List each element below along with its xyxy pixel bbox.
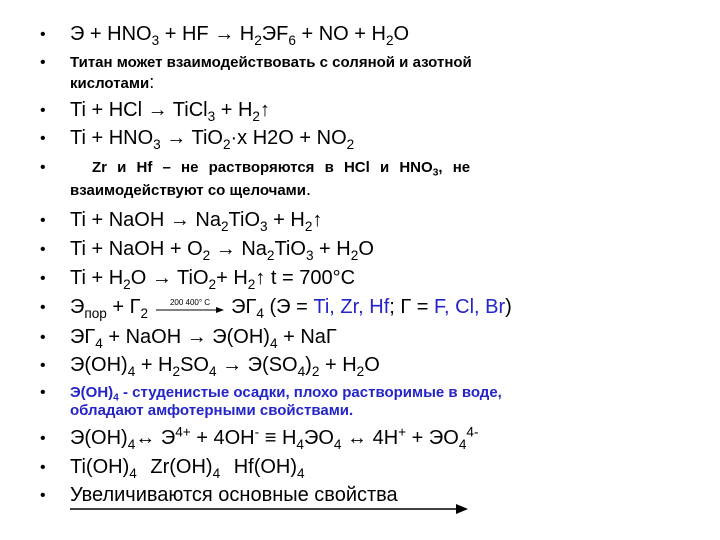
bullet: • [40,430,46,447]
text-line-15: Увеличиваются основные свойства [70,484,398,506]
equation-line-3: Ti + HCl → TiCl$_3$ + $H_2↑$ [70,99,270,124]
equation-line-1: $Э + HNO_3$ + HF → $H_2ЭF_6$ + NO + $H_2O$ [70,23,410,48]
bullet: • [40,212,46,229]
bullet: • [40,299,46,316]
bullet: • [40,459,46,476]
equation-line-7: Ti + NaOH + $O_2 \to Na_2TiO_3 + H_2O$ [70,238,374,263]
bullet: • [40,329,46,346]
bullet: • [40,159,46,176]
bullet: • [40,54,46,71]
equation-line-14: $Ti(OH)_4$ $Zr(OH)_4$ $Hf(OH)_4$ [70,456,305,481]
reaction-arrow-icon [154,296,226,320]
bullet: • [40,384,46,401]
bullet: • [40,130,46,147]
halogens-list: F, Cl, Br [434,296,506,318]
equation-line-11: $Э(OH)_4 + H_2SO_4 \to Э(SO_4)_2 + H_2O$ [70,354,380,379]
text-line-12: $Э(OH)_4$ - студенистые осадки, плохо растворимые в воде, [70,384,502,404]
long-arrow-icon [70,503,470,515]
bullet: • [40,357,46,374]
metals-list: Ti, Zr, Hf [313,296,390,318]
bullet: • [40,270,46,287]
equation-line-6: Ti + NaOH → $Na_2TiO_3$ + $H_2↑$ [70,209,323,234]
equation-line-9: $Э_{пор} + Г_2$ 200 400° C $ЭГ_4$ (Э = Ti, Zr, Hf; Г = F, Cl, Br) [70,296,512,321]
bullet: • [40,26,46,43]
text-line-5: Zr и Hf – не растворяются в HCl и $HNO_3$, не [92,159,471,179]
equation-line-4: $Ti + HNO_3 \to TiO_2\cdot x$ $H2O + NO_2$ [70,127,355,152]
text-line-12b: обладают амфотерными свойствами. [70,402,354,419]
equation-line-8: $Ti + H_2O \to TiO_2+$ $H_2↑$ t = 700°C [70,267,356,292]
bullet: • [40,241,46,258]
svg-text:200 400° C: 200 400° C [169,297,210,307]
equation-line-10: $ЭГ_4$ + NaOH → $Э(OH)_4$ + NaГ [70,326,337,351]
text-line-5b: взаимодействуют со щелочами. [70,179,311,199]
text-line-2b: кислотами: [70,72,155,92]
equation-line-13: $Э(OH)_4\leftrightarrow$ $Э^{4+} + 4OH^- \equiv H_4ЭO_4$ ↔ $4H^+ + ЭO_4^{4-}$ [70,424,479,452]
bullet: • [40,487,46,504]
bullet: • [40,102,46,119]
text-line-2: Титан может взаимодействовать с соляной и азотной [70,54,472,71]
